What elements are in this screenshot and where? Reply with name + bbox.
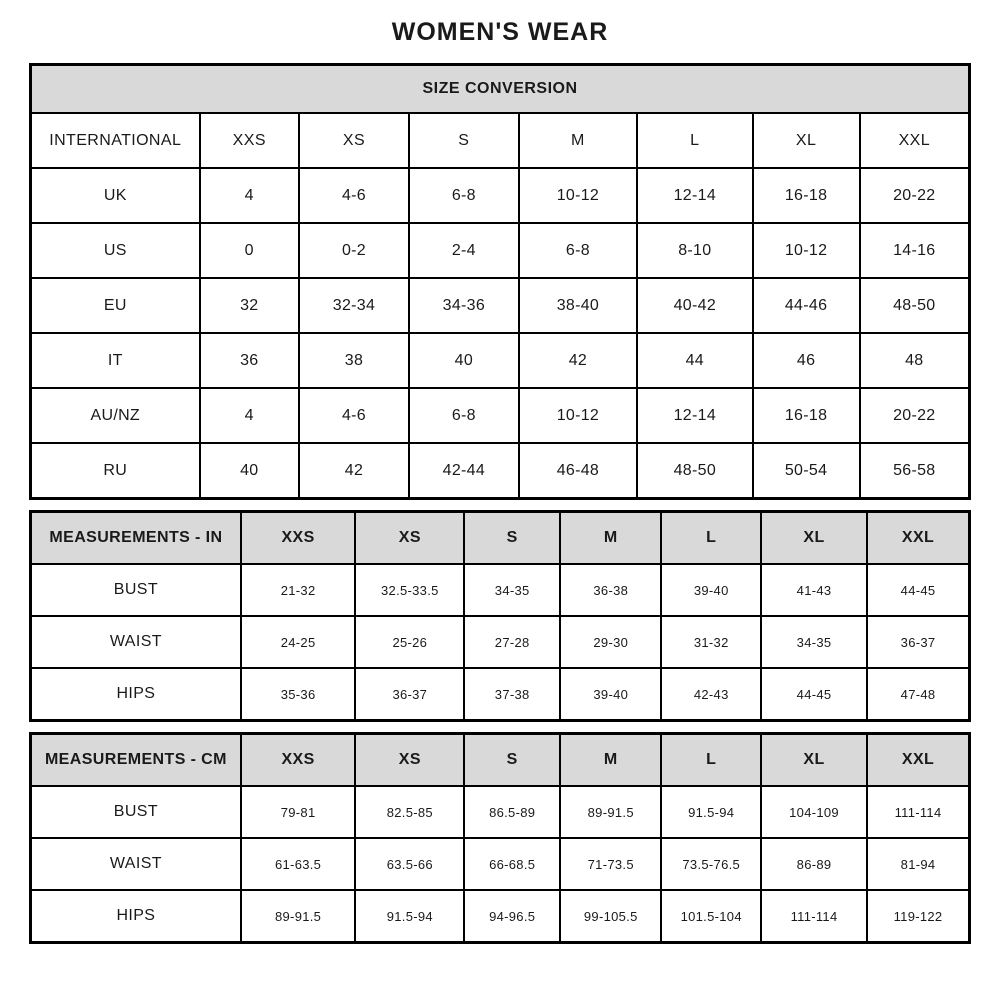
size-value-cell: 44-46 — [753, 278, 860, 333]
row-label-header: MEASUREMENTS - CM — [31, 734, 241, 787]
size-column-header: XS — [355, 734, 464, 787]
size-column-header: XL — [761, 512, 867, 565]
size-value-cell: 63.5-66 — [355, 838, 464, 890]
size-value-cell: 101.5-104 — [661, 890, 761, 943]
size-value-cell: 24-25 — [241, 616, 356, 668]
size-value-cell: 10-12 — [753, 223, 860, 278]
size-value-cell: 32.5-33.5 — [355, 564, 464, 616]
size-value-cell: 38-40 — [519, 278, 637, 333]
row-label: AU/NZ — [31, 388, 200, 443]
size-value-cell: 40 — [409, 333, 519, 388]
size-column-header: XXS — [200, 113, 300, 168]
size-value-cell: 12-14 — [637, 168, 752, 223]
size-value-cell: 46-48 — [519, 443, 637, 499]
size-value-cell: 86-89 — [761, 838, 867, 890]
measurements-in-table — [29, 510, 971, 722]
size-value-cell: 0 — [200, 223, 300, 278]
size-column-header: S — [464, 734, 560, 787]
size-value-cell: 42 — [299, 443, 409, 499]
size-value-cell: 27-28 — [464, 616, 560, 668]
size-value-cell: 50-54 — [753, 443, 860, 499]
size-value-cell: 34-35 — [761, 616, 867, 668]
size-value-cell: 32 — [200, 278, 300, 333]
row-label: BUST — [31, 786, 241, 838]
size-column-header: L — [661, 734, 761, 787]
size-value-cell: 16-18 — [753, 388, 860, 443]
size-value-cell: 37-38 — [464, 668, 560, 721]
size-value-cell: 48-50 — [860, 278, 970, 333]
size-value-cell: 10-12 — [519, 388, 637, 443]
size-value-cell: 39-40 — [661, 564, 761, 616]
size-value-cell: 119-122 — [867, 890, 969, 943]
size-value-cell: 71-73.5 — [560, 838, 661, 890]
size-column-header: M — [560, 734, 661, 787]
table-row — [31, 223, 970, 278]
table-header-row — [31, 512, 970, 565]
size-value-cell: 42-43 — [661, 668, 761, 721]
size-value-cell: 94-96.5 — [464, 890, 560, 943]
size-value-cell: 36-37 — [867, 616, 969, 668]
row-label: US — [31, 223, 200, 278]
size-value-cell: 91.5-94 — [661, 786, 761, 838]
size-value-cell: 4-6 — [299, 168, 409, 223]
row-label: EU — [31, 278, 200, 333]
size-column-header: XL — [761, 734, 867, 787]
row-label: RU — [31, 443, 200, 499]
size-value-cell: 8-10 — [637, 223, 752, 278]
size-column-header: XXS — [241, 512, 356, 565]
size-column-header: XXL — [860, 113, 970, 168]
size-value-cell: 29-30 — [560, 616, 661, 668]
size-value-cell: 104-109 — [761, 786, 867, 838]
size-value-cell: 42 — [519, 333, 637, 388]
size-column-header: M — [519, 113, 637, 168]
size-value-cell: 32-34 — [299, 278, 409, 333]
size-value-cell: 40 — [200, 443, 300, 499]
size-value-cell: 6-8 — [519, 223, 637, 278]
size-value-cell: 41-43 — [761, 564, 867, 616]
size-value-cell: 16-18 — [753, 168, 860, 223]
banner-row — [31, 65, 970, 114]
size-column-header: XXL — [867, 734, 969, 787]
row-label: WAIST — [31, 838, 241, 890]
size-value-cell: 48-50 — [637, 443, 752, 499]
size-value-cell: 91.5-94 — [355, 890, 464, 943]
size-value-cell: 48 — [860, 333, 970, 388]
size-value-cell: 10-12 — [519, 168, 637, 223]
table-row — [31, 838, 970, 890]
size-value-cell: 20-22 — [860, 388, 970, 443]
table-row — [31, 668, 970, 721]
row-label-header: INTERNATIONAL — [31, 113, 200, 168]
size-value-cell: 89-91.5 — [241, 890, 356, 943]
table-row — [31, 388, 970, 443]
size-value-cell: 42-44 — [409, 443, 519, 499]
size-value-cell: 40-42 — [637, 278, 752, 333]
size-column-header: L — [661, 512, 761, 565]
size-value-cell: 31-32 — [661, 616, 761, 668]
measurements-cm-table — [29, 732, 971, 944]
size-value-cell: 44-45 — [867, 564, 969, 616]
size-value-cell: 36-37 — [355, 668, 464, 721]
table-row — [31, 890, 970, 943]
size-value-cell: 34-36 — [409, 278, 519, 333]
table-row — [31, 443, 970, 499]
size-value-cell: 99-105.5 — [560, 890, 661, 943]
size-value-cell: 66-68.5 — [464, 838, 560, 890]
size-value-cell: 6-8 — [409, 388, 519, 443]
size-value-cell: 111-114 — [761, 890, 867, 943]
size-value-cell: 56-58 — [860, 443, 970, 499]
size-column-header: XXL — [867, 512, 969, 565]
size-value-cell: 20-22 — [860, 168, 970, 223]
size-column-header: M — [560, 512, 661, 565]
size-column-header: XS — [355, 512, 464, 565]
size-value-cell: 89-91.5 — [560, 786, 661, 838]
size-value-cell: 44 — [637, 333, 752, 388]
table-row — [31, 786, 970, 838]
size-column-header: XXS — [241, 734, 356, 787]
size-value-cell: 12-14 — [637, 388, 752, 443]
size-column-header: S — [464, 512, 560, 565]
size-value-cell: 25-26 — [355, 616, 464, 668]
size-value-cell: 4-6 — [299, 388, 409, 443]
size-value-cell: 111-114 — [867, 786, 969, 838]
page-title: WOMEN'S WEAR — [391, 18, 609, 46]
size-value-cell: 35-36 — [241, 668, 356, 721]
row-label: BUST — [31, 564, 241, 616]
table-row — [31, 168, 970, 223]
table-row — [31, 616, 970, 668]
size-column-header: XS — [299, 113, 409, 168]
size-value-cell: 73.5-76.5 — [661, 838, 761, 890]
size-value-cell: 4 — [200, 168, 300, 223]
size-value-cell: 0-2 — [299, 223, 409, 278]
row-label: UK — [31, 168, 200, 223]
table-row — [31, 278, 970, 333]
size-value-cell: 2-4 — [409, 223, 519, 278]
size-value-cell: 14-16 — [860, 223, 970, 278]
row-label: IT — [31, 333, 200, 388]
size-value-cell: 79-81 — [241, 786, 356, 838]
table-row — [31, 333, 970, 388]
size-value-cell: 6-8 — [409, 168, 519, 223]
size-value-cell: 86.5-89 — [464, 786, 560, 838]
table-header-row — [31, 734, 970, 787]
size-value-cell: 81-94 — [867, 838, 969, 890]
size-column-header: XL — [753, 113, 860, 168]
size-value-cell: 61-63.5 — [241, 838, 356, 890]
size-value-cell: 4 — [200, 388, 300, 443]
size-value-cell: 38 — [299, 333, 409, 388]
size-value-cell: 36 — [200, 333, 300, 388]
table-row — [31, 564, 970, 616]
size-value-cell: 34-35 — [464, 564, 560, 616]
row-label: WAIST — [31, 616, 241, 668]
size-value-cell: 21-32 — [241, 564, 356, 616]
row-label: HIPS — [31, 890, 241, 943]
size-value-cell: 39-40 — [560, 668, 661, 721]
size-value-cell: 36-38 — [560, 564, 661, 616]
row-label-header: MEASUREMENTS - IN — [31, 512, 241, 565]
size-column-header: L — [637, 113, 752, 168]
table-header-row — [31, 113, 970, 168]
size-value-cell: 47-48 — [867, 668, 969, 721]
size-value-cell: 46 — [753, 333, 860, 388]
row-label: HIPS — [31, 668, 241, 721]
size-conversion-table — [29, 63, 971, 500]
size-column-header: S — [409, 113, 519, 168]
size-value-cell: 82.5-85 — [355, 786, 464, 838]
size-conversion-banner: SIZE CONVERSION — [31, 65, 970, 114]
size-value-cell: 44-45 — [761, 668, 867, 721]
